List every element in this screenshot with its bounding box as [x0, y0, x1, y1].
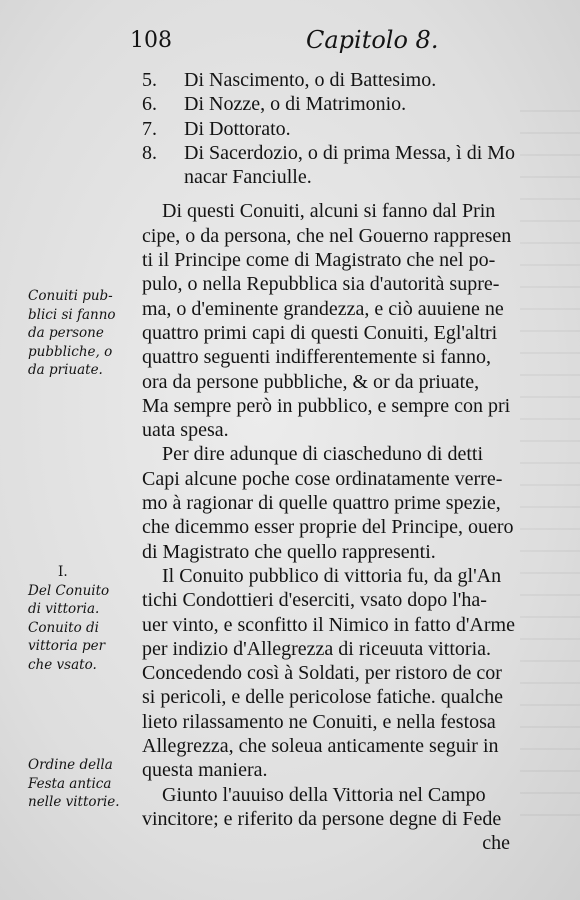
note-line: Conuiti pub- [28, 288, 113, 304]
text-line: Capi alcune poche cose ordinatamente verre- [142, 467, 503, 490]
text-line: uer vinto, e sconfitto il Nimico in fatto d'Arme [142, 613, 515, 636]
list-text: Di Nascimento, o di Battesimo. [184, 69, 437, 91]
page-header [120, 22, 450, 62]
note-line: da priuate. [28, 362, 103, 378]
text-line: cipe, o da persona, che nel Gouerno rappresen [142, 224, 512, 247]
note-line: da persone [28, 325, 104, 341]
note-line: di vittoria. [28, 601, 100, 617]
list-text: Di Nozze, o di Matrimonio. [184, 93, 407, 116]
margin-note-feast-order [28, 756, 138, 812]
list-item [142, 68, 534, 92]
catchword: che [482, 832, 510, 855]
list-number: 8. [142, 141, 157, 164]
text-line: Per dire adunque di ciascheduno di detti [162, 443, 484, 466]
paragraph-3 [142, 564, 534, 783]
list-number: 5. [142, 69, 157, 91]
note-line: che vsato. [28, 656, 97, 673]
note-line: pubbliche, o [28, 343, 113, 360]
text-line: quattro primi capi di questi Conuiti, Egl'altri [142, 321, 498, 344]
text-line: di Magistrato che quello rappresenti. [142, 540, 436, 563]
list-line: Di Sacerdozio, o di prima Messa, ì di Mo [184, 141, 516, 164]
text-line: pulo, o nella Repubblica sia d'autorità supre- [142, 273, 500, 296]
paragraph-2 [142, 442, 534, 563]
note-line: Del Conuito [28, 582, 110, 599]
text-line: Giunto l'auuiso della Vittoria nel Campo [162, 783, 486, 806]
text-line: Concedendo così à Soldati, per ristoro de cor [142, 662, 502, 685]
text-line: tichi Condottieri d'eserciti, vsato dopo l'ha- [142, 589, 487, 612]
list-text [184, 141, 534, 190]
list-number: 6. [142, 93, 157, 116]
note-line: blici si fanno [28, 306, 116, 323]
note-line: Festa antica [28, 775, 112, 792]
note-line: Ordine della [28, 757, 113, 773]
text-line: uata spesa. [142, 419, 229, 442]
text-line: ti il Principe come di Magistrato che nel po- [142, 249, 496, 272]
text-line: si pericoli, e delle pericolose fatiche. qualche [142, 686, 503, 709]
note-line: vittoria per [28, 638, 106, 654]
running-title: Capitolo 8. [306, 26, 439, 54]
paragraph-1 [142, 199, 534, 442]
text-line: che dicemmo esser proprie del Principe, ouero [142, 516, 514, 539]
note-line: Conuito di [28, 619, 99, 636]
text-line: ma, o d'eminente grandezza, e ciò auuiene ne [142, 297, 504, 320]
list-number: 7. [142, 117, 157, 140]
text-line: per indizio d'Allegrezza di riceuuta vittoria. [142, 637, 492, 660]
margin-note-victory-banquet [28, 563, 138, 674]
list-line: nacar Fanciulle. [184, 166, 312, 189]
text-line: mo à ragionar di quelle quattro prime spezie, [142, 492, 501, 515]
main-text [142, 68, 534, 856]
list-item [142, 117, 534, 141]
text-line: questa maniera. [142, 759, 268, 782]
text-line: Allegrezza, che soleua anticamente seguir in [142, 735, 499, 758]
margin-note-public-banquets [28, 287, 138, 380]
text-line: Il Conuito pubblico di vittoria fu, da gl'An [162, 564, 502, 587]
page-number: 108 [130, 28, 172, 53]
note-line: nelle vittorie. [28, 794, 120, 810]
paragraph-4 [142, 783, 534, 832]
text-line: lieto rilassamento ne Conuiti, e nella festosa [142, 710, 496, 733]
note-number: I. [58, 564, 68, 580]
text-line: Ma sempre però in pubblico, e sempre con pri [142, 394, 511, 417]
text-line: vincitore; e riferito da persone degne di Fede [142, 807, 502, 830]
text-line: Di questi Conuiti, alcuni si fanno dal Prin [162, 200, 496, 223]
text-line: ora da persone pubbliche, & or da priuate, [142, 370, 480, 393]
text-line: quattro seguenti indifferentemente si fanno, [142, 346, 491, 369]
list-item [142, 141, 534, 190]
list-text: Di Dottorato. [184, 117, 291, 140]
list-item [142, 92, 534, 116]
